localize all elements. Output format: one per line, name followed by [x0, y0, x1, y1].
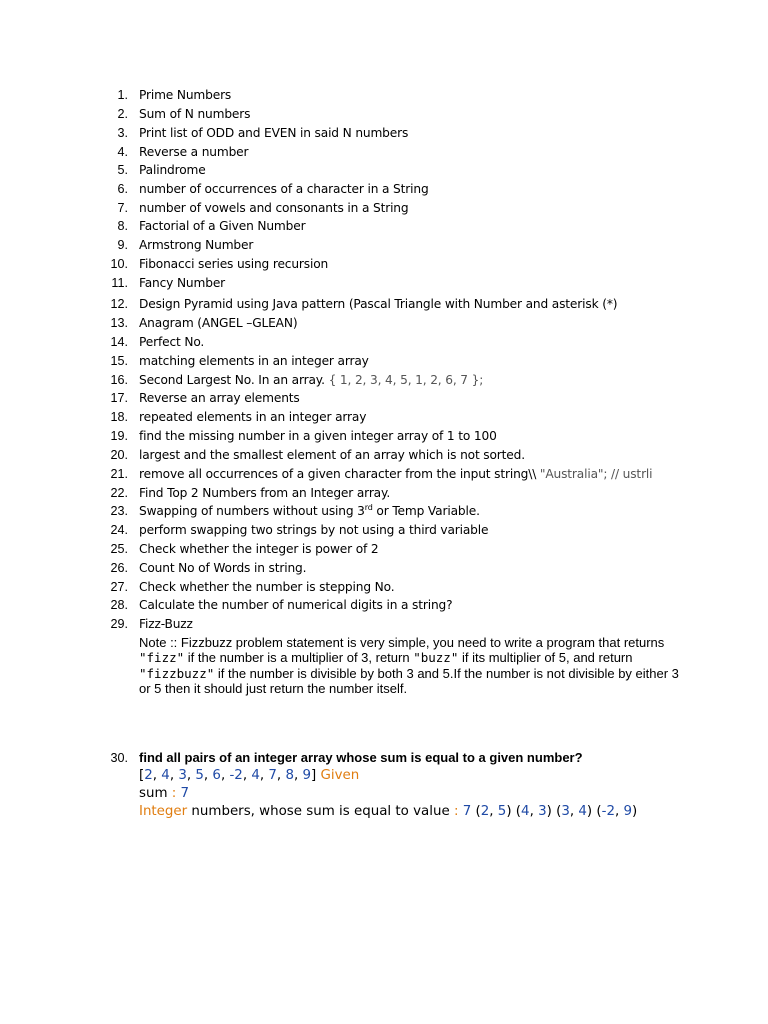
- array-value: 5: [195, 768, 204, 783]
- item-number: 8.: [117, 219, 128, 233]
- item-text: find the missing number in a given integer array of 1 to 100: [139, 429, 497, 443]
- item-number: 14.: [110, 335, 128, 349]
- item-number: 25.: [110, 542, 128, 556]
- note-text: if the number is a multiplier of 3, return: [184, 650, 414, 666]
- item-text: Design Pyramid using Java pattern (Pascal Triangle with Number and asterisk (*): [139, 297, 618, 311]
- item-text: Armstrong Number: [139, 238, 254, 252]
- item-text: Fizz-Buzz: [139, 617, 193, 631]
- item-number: 9.: [117, 238, 128, 252]
- array-value: 3: [178, 768, 187, 783]
- item-text: Find Top 2 Numbers from an Integer array.: [139, 486, 391, 500]
- pairs-value: 7: [462, 804, 472, 819]
- pair: (-2, 9): [592, 804, 638, 819]
- item-number: 21.: [110, 467, 128, 481]
- item-number: 19.: [110, 429, 128, 443]
- item-number: 27.: [110, 580, 128, 594]
- array-value: 9: [302, 768, 312, 783]
- array-value: 8: [285, 768, 294, 783]
- item-text: Prime Numbers: [139, 88, 232, 102]
- item-number: 24.: [110, 523, 128, 537]
- item-number: 13.: [110, 316, 128, 330]
- item-number: 28.: [110, 598, 128, 612]
- item-text: Count No of Words in string.: [139, 561, 307, 575]
- item-text: Anagram (ANGEL –GLEAN): [139, 316, 298, 330]
- q30-sum-line: sum : 7: [139, 786, 190, 801]
- item-text: Fancy Number: [139, 276, 226, 290]
- item-number: 5.: [117, 163, 128, 177]
- item-number: 22.: [110, 486, 128, 500]
- item-text: number of occurrences of a character in a String: [139, 182, 429, 196]
- item-number: 20.: [110, 448, 128, 462]
- note-text: Note :: Fizzbuzz problem statement is very simple, you need to write a program that returns: [139, 635, 665, 650]
- q30-pairs-line: Integer numbers, whose sum is equal to value : 7 (2, 5) (4, 3) (3, 4) (-2, 9): [139, 804, 638, 819]
- item-text: Check whether the integer is power of 2: [139, 542, 379, 556]
- q30-title: find all pairs of an integer array whose sum is equal to a given number?: [139, 750, 583, 765]
- item-number: 30.: [110, 751, 128, 765]
- item-text: remove all occurrences of a given character from the input string\\ "Australia"; // ustrli: [139, 467, 653, 481]
- item-code-example: "Australia"; // ustrli: [539, 467, 653, 481]
- item-text: Factorial of a Given Number: [139, 219, 306, 233]
- item-text: Check whether the number is stepping No.: [139, 580, 395, 594]
- array-value: 6: [212, 768, 221, 783]
- item-code-example: { 1, 2, 3, 4, 5, 1, 2, 6, 7 };: [328, 373, 484, 387]
- note-buzz-code: "buzz": [413, 650, 459, 666]
- item-text: number of vowels and consonants in a String: [139, 201, 409, 215]
- array-value: -2: [229, 768, 243, 783]
- item-number: 18.: [110, 410, 128, 424]
- item-number: 4.: [117, 145, 128, 159]
- sum-value: 7: [180, 786, 190, 801]
- item-number: 6.: [117, 182, 128, 196]
- item-text: Reverse an array elements: [139, 391, 300, 405]
- item-number: 11.: [111, 276, 128, 290]
- item-text: largest and the smallest element of an array which is not sorted.: [139, 448, 525, 462]
- item-number: 1.: [117, 88, 128, 102]
- array-value: 4: [161, 768, 170, 783]
- item-text: Palindrome: [139, 163, 206, 177]
- item-number: 29.: [110, 617, 128, 631]
- item-text: Print list of ODD and EVEN in said N numbers: [139, 126, 409, 140]
- sum-label: sum: [139, 786, 168, 801]
- item-number: 12.: [110, 297, 128, 311]
- item-text: Reverse a number: [139, 145, 249, 159]
- fizzbuzz-note: [139, 635, 679, 697]
- item-number: 17.: [110, 391, 128, 405]
- item-number: 2.: [117, 107, 128, 121]
- item-text: perform swapping two strings by not using a third variable: [139, 523, 489, 537]
- item-text: Swapping of numbers without using 3rd or Temp Variable.: [139, 503, 480, 518]
- array-value: 2: [144, 768, 153, 783]
- array-value: 4: [251, 768, 260, 783]
- note-fizzbuzz-code: "fizzbuzz": [139, 665, 215, 681]
- array-value: 7: [268, 768, 277, 783]
- note-text: if its multiplier of 5, and return: [458, 650, 633, 666]
- item-text: Fibonacci series using recursion: [139, 257, 329, 271]
- item-text: Second Largest No. In an array. { 1, 2, 3, 4, 5, 1, 2, 6, 7 };: [139, 373, 484, 387]
- given-keyword: Given: [316, 768, 360, 783]
- item-text: Calculate the number of numerical digits in a string?: [139, 598, 453, 612]
- q30-array: 2, 4, 3, 5, 6, -2, 4, 7, 8, 9: [144, 768, 312, 783]
- item-number: 3.: [117, 126, 128, 140]
- item-number: 16.: [110, 373, 128, 387]
- item-number: 10.: [110, 257, 128, 271]
- item-number: 26.: [110, 561, 128, 575]
- item-text: matching elements in an integer array: [139, 354, 369, 368]
- pair: (3, 4): [551, 804, 593, 819]
- item-number: 7.: [117, 201, 128, 215]
- item-text: Perfect No.: [139, 335, 205, 349]
- q30-array-line: [2, 4, 3, 5, 6, -2, 4, 7, 8, 9] Given: [139, 768, 360, 783]
- q30-pairs: [471, 804, 637, 819]
- note-fizz-code: "fizz": [139, 650, 185, 666]
- item-number: 15.: [110, 354, 128, 368]
- note-text: if the number is divisible by both 3 and 5.If the number is not divisible by either 3 or 5 then it should just return the number itself.: [139, 665, 679, 697]
- item-text: Sum of N numbers: [139, 107, 251, 121]
- item-text: repeated elements in an integer array: [139, 410, 367, 424]
- item-number: 23.: [110, 504, 128, 518]
- pair: (2, 5): [471, 804, 512, 819]
- pair: (4, 3): [511, 804, 552, 819]
- integer-keyword: Integer: [139, 804, 188, 819]
